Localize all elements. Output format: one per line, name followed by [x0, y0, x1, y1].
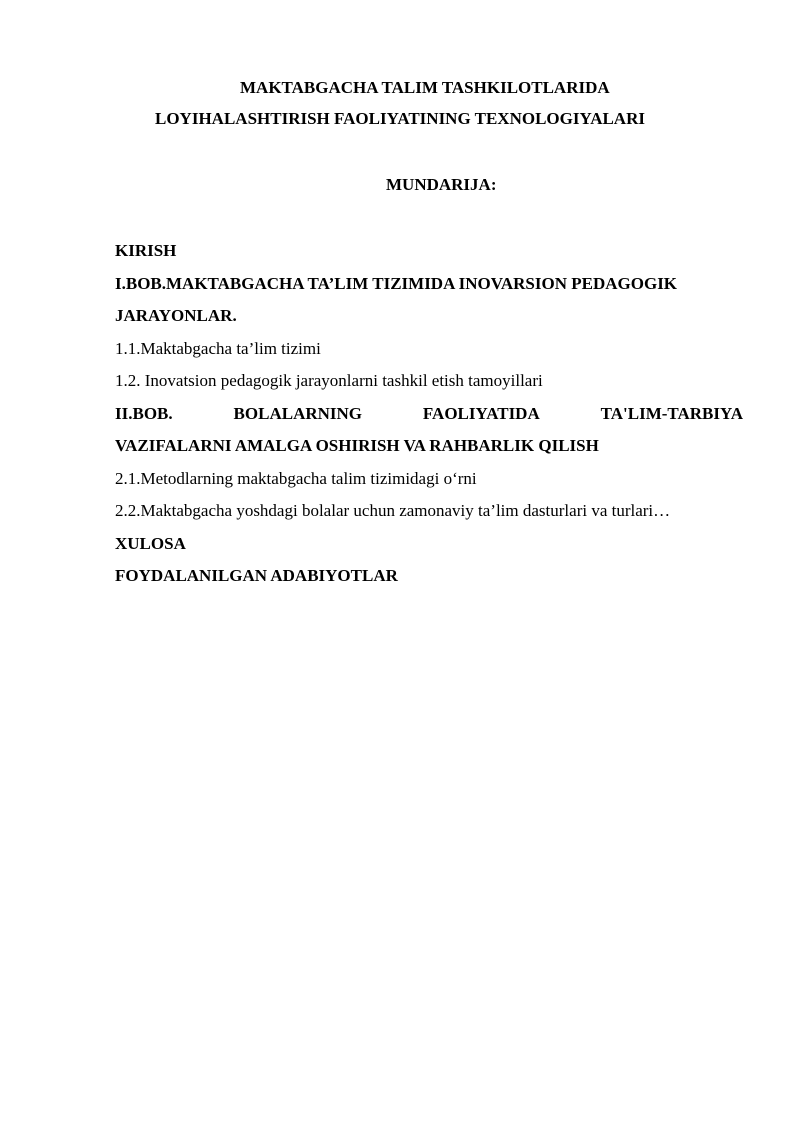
toc-item-section-1-2: 1.2. Inovatsion pedagogik jarayonlarni tashkil etish tamoyillari	[115, 371, 543, 390]
toc-item-section-2-1: 2.1.Metodlarning maktabgacha talim tizimidagi o‘rni	[115, 468, 477, 488]
toc-item-conclusion: XULOSA	[115, 533, 186, 553]
toc-item-intro: KIRISH	[115, 241, 177, 260]
toc-item-chapter2-line2: VAZIFALARNI AMALGA OSHIRISH VA RAHBARLIK QILISH	[115, 436, 599, 455]
document-title-line-1: MAKTABGACHA TALIM TASHKILOTLARIDA	[240, 78, 610, 97]
document-title-line-2: LOYIHALASHTIRISH FAOLIYATINING TEXNOLOGIYALARI	[155, 109, 645, 128]
table-of-contents	[115, 240, 743, 598]
toc-item-references: FOYDALANILGAN ADABIYOTLAR	[115, 566, 398, 585]
chapter2-word-2: BOLALARNING	[233, 403, 363, 423]
chapter2-word-4: TA'LIM-TARBIYA	[600, 403, 743, 423]
toc-item-section-1-1: 1.1.Maktabgacha ta’lim tizimi	[115, 338, 321, 358]
toc-item-chapter1-line2: JARAYONLAR.	[115, 306, 237, 325]
toc-item-section-2-2: 2.2.Maktabgacha yoshdagi bolalar uchun zamonaviy ta’lim dasturlari va turlari…	[115, 501, 671, 520]
toc-item-chapter2-line1	[115, 403, 743, 436]
chapter2-word-1: II.BOB.	[115, 403, 173, 423]
toc-heading: MUNDARIJA:	[386, 175, 497, 194]
chapter2-word-3: FAOLIYATIDA	[422, 403, 540, 423]
toc-item-chapter1-line1: I.BOB.MAKTABGACHA TA’LIM TIZIMIDA INOVARSION PEDAGOGIK	[115, 273, 678, 293]
